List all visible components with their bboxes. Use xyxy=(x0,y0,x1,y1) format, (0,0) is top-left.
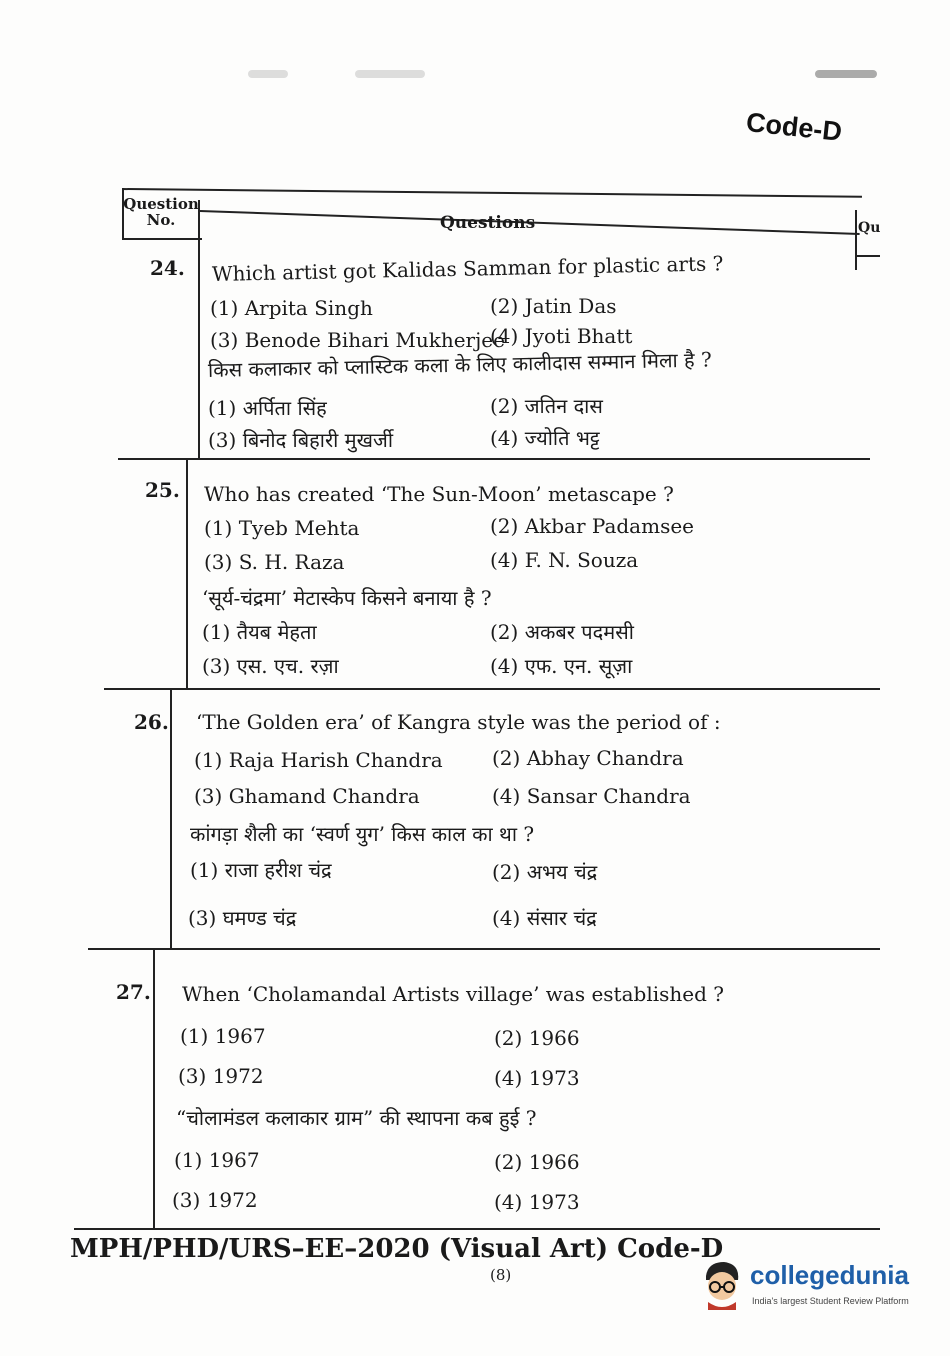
footer-code: MPH/PHD/URS–EE–2020 (Visual Art) Code-D xyxy=(70,1234,724,1264)
option-en: (3) Ghamand Chandra xyxy=(194,784,420,808)
question-number: 26. xyxy=(134,710,169,734)
option-hi: (4) ज्योति भट्ट xyxy=(490,426,600,450)
option-en: (4) F. N. Souza xyxy=(490,548,639,572)
code-label: Code-D xyxy=(744,107,844,147)
option-en: (3) 1972 xyxy=(178,1064,264,1088)
question-text-hi: किस कलाकार को प्लास्टिक कला के लिए कालीदास सम्मान मिला है ? xyxy=(207,347,712,382)
option-hi: (3) घमण्ड चंद्र xyxy=(188,906,297,930)
option-en: (2) Akbar Padamsee xyxy=(490,514,695,538)
page-number: (8) xyxy=(490,1266,512,1284)
row-divider xyxy=(104,688,880,690)
question-number: 27. xyxy=(116,980,151,1004)
option-hi: (2) अकबर पदमसी xyxy=(490,620,634,644)
right-cell-line xyxy=(855,255,880,257)
question-number: 24. xyxy=(150,256,185,280)
option-hi: (3) एस. एच. रज़ा xyxy=(202,654,339,678)
header-bottom-border xyxy=(122,238,202,240)
question-number: 25. xyxy=(145,478,180,502)
question-text-en: ‘The Golden era’ of Kangra style was the period of : xyxy=(196,710,721,734)
option-hi: (4) एफ. एन. सूज़ा xyxy=(490,654,633,678)
option-en: (2) 1966 xyxy=(494,1026,580,1050)
column-divider xyxy=(186,460,188,690)
option-en: (2) Abhay Chandra xyxy=(492,746,684,770)
table-bottom-border xyxy=(74,1228,880,1230)
option-hi: (3) 1972 xyxy=(172,1188,258,1212)
scan-smudge xyxy=(248,70,288,78)
option-hi: (3) बिनोद बिहारी मुखर्जी xyxy=(208,428,394,452)
option-hi: (2) जतिन दास xyxy=(490,394,603,418)
question-text-hi: कांगड़ा शैली का ‘स्वर्ण युग’ किस काल का था ? xyxy=(190,822,535,846)
option-en: (1) Arpita Singh xyxy=(210,296,373,320)
option-en: (4) 1973 xyxy=(494,1066,580,1090)
option-en: (3) Benode Bihari Mukherjee xyxy=(210,328,505,352)
option-en: (3) S. H. Raza xyxy=(204,550,345,574)
option-en: (2) Jatin Das xyxy=(490,294,617,318)
row-divider xyxy=(88,948,880,950)
option-hi: (1) राजा हरीश चंद्र xyxy=(190,858,332,882)
question-text-hi: ‘सूर्य-चंद्रमा’ मेटास्केप किसने बनाया है ? xyxy=(202,586,492,610)
row-divider xyxy=(118,458,870,460)
question-text-hi: “चोलामंडल कलाकार ग्राम” की स्थापना कब हुई ? xyxy=(176,1106,537,1130)
question-text-en: Which artist got Kalidas Samman for plastic arts ? xyxy=(211,251,724,286)
option-hi: (1) अर्पिता सिंह xyxy=(208,396,327,420)
option-hi: (4) संसार चंद्र xyxy=(492,906,597,930)
header-cut-text: Qu xyxy=(858,220,881,236)
option-en: (4) Sansar Chandra xyxy=(492,784,691,808)
question-text-en: Who has created ‘The Sun-Moon’ metascape ? xyxy=(204,482,674,506)
option-hi: (2) 1966 xyxy=(494,1150,580,1174)
logo-name: collegedunia xyxy=(750,1260,909,1290)
logo-tagline: India's largest Student Review Platform xyxy=(752,1296,909,1306)
header-questions: Questions xyxy=(440,213,536,233)
option-en: (1) Raja Harish Chandra xyxy=(194,748,443,772)
scan-smudge xyxy=(355,70,425,78)
column-divider xyxy=(198,200,200,460)
right-border xyxy=(855,210,857,270)
mascot-icon xyxy=(694,1256,748,1310)
column-divider xyxy=(153,950,155,1230)
column-divider xyxy=(170,690,172,950)
scan-smudge xyxy=(815,70,877,78)
option-hi: (1) तैयब मेहता xyxy=(202,620,317,644)
header-question-no: Question No. xyxy=(123,195,199,229)
option-hi: (2) अभय चंद्र xyxy=(492,860,598,884)
option-en: (1) Tyeb Mehta xyxy=(204,516,360,540)
option-hi: (1) 1967 xyxy=(174,1148,260,1172)
question-text-en: When ‘Cholamandal Artists village’ was established ? xyxy=(182,982,724,1006)
option-en: (1) 1967 xyxy=(180,1024,266,1048)
option-hi: (4) 1973 xyxy=(494,1190,580,1214)
collegedunia-watermark xyxy=(694,1256,924,1314)
option-en: (4) Jyoti Bhatt xyxy=(490,324,633,348)
